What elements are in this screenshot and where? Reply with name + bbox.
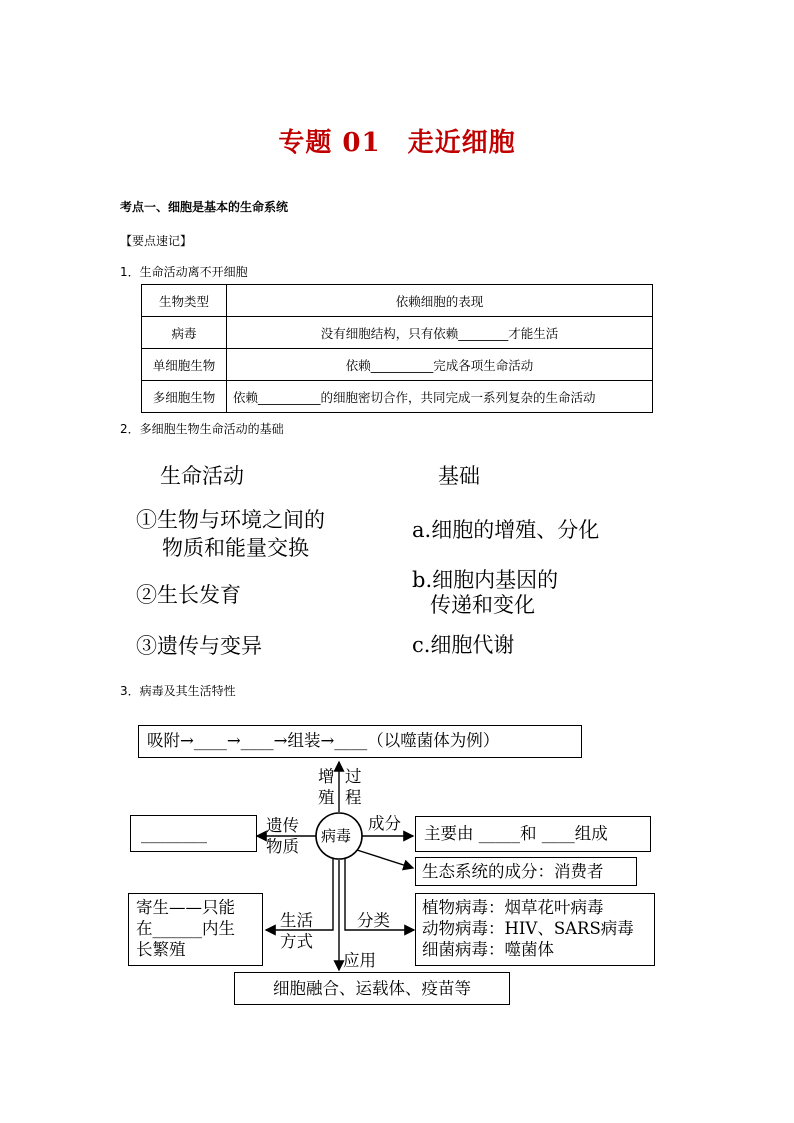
basis-item: a.细胞的增殖、分化 — [412, 518, 600, 542]
activity-item: ①生物与环境之间的 — [136, 508, 325, 532]
page-title: 专题 01 走近细胞 — [278, 128, 516, 158]
classify-line: 动物病毒：HIV、SARS病毒 — [422, 919, 634, 938]
point-3: 3．病毒及其生活特性 — [120, 684, 236, 698]
heredity-box: ________ — [130, 815, 257, 852]
heredity-line: 遗传 — [266, 816, 299, 835]
classify-line: 细菌病毒：噬菌体 — [422, 940, 554, 959]
reproduce-char: 程 — [345, 788, 362, 807]
table-cell: 没有细胞结构，只有依赖________才能生活 — [227, 317, 653, 349]
life-box-line: 寄生——只能 — [136, 898, 235, 917]
activities-right-header: 基础 — [438, 464, 480, 488]
activity-item: ③遗传与变异 — [136, 634, 262, 658]
basis-item: 传递和变化 — [430, 593, 535, 617]
table-header: 依赖细胞的表现 — [227, 285, 653, 317]
classify-box — [415, 893, 655, 966]
virus-center-label: 病毒 — [321, 827, 352, 845]
apply-box: 细胞融合、运载体、疫苗等 — [234, 972, 510, 1005]
basis-item: c.细胞代谢 — [412, 633, 515, 657]
table-cell: 病毒 — [142, 317, 227, 349]
classify-label: 分类 — [357, 911, 390, 930]
table-cell: 依赖__________的细胞密切合作，共同完成一系列复杂的生命活动 — [227, 381, 653, 413]
life-line: 生活 — [280, 911, 313, 930]
apply-label: 应用 — [343, 951, 376, 970]
table-header: 生物类型 — [142, 285, 227, 317]
heredity-label — [266, 815, 299, 857]
ecology-box: 生态系统的成分：消费者 — [415, 857, 637, 886]
table-cell: 多细胞生物 — [142, 381, 227, 413]
component-label: 成分 — [368, 814, 401, 833]
component-box: 主要由 _____和 ____组成 — [415, 816, 651, 852]
activity-item: 物质和能量交换 — [162, 536, 309, 560]
point-2: 2．多细胞生物生命活动的基础 — [120, 422, 284, 436]
activity-item: ②生长发育 — [136, 583, 241, 607]
reproduce-char: 殖 — [318, 788, 335, 807]
life-box-line: 长繁殖 — [136, 940, 186, 959]
life-label — [280, 910, 313, 952]
activities-left-header: 生命活动 — [160, 464, 244, 488]
reproduction-box: 吸附→____→____→组装→____（以噬菌体为例） — [138, 725, 582, 758]
process-label — [345, 766, 361, 808]
life-line: 方式 — [280, 932, 313, 951]
arrow-to-ecology — [357, 850, 413, 868]
reproduce-char: 增 — [318, 767, 335, 786]
reproduce-char: 过 — [345, 767, 362, 786]
life-box-line: 在______内生 — [136, 919, 235, 938]
heredity-line: 物质 — [266, 837, 299, 856]
reproduce-label — [318, 766, 334, 808]
summary-heading: 【要点速记】 — [120, 234, 193, 248]
basis-item: b.细胞内基因的 — [412, 568, 559, 592]
table-cell: 依赖__________完成各项生命活动 — [227, 349, 653, 381]
life-box — [128, 893, 263, 966]
table-cell: 单细胞生物 — [142, 349, 227, 381]
section-heading: 考点一、细胞是基本的生命系统 — [120, 200, 289, 214]
classify-line: 植物病毒：烟草花叶病毒 — [422, 898, 604, 917]
point-1: 1．生命活动离不开细胞 — [120, 265, 248, 279]
